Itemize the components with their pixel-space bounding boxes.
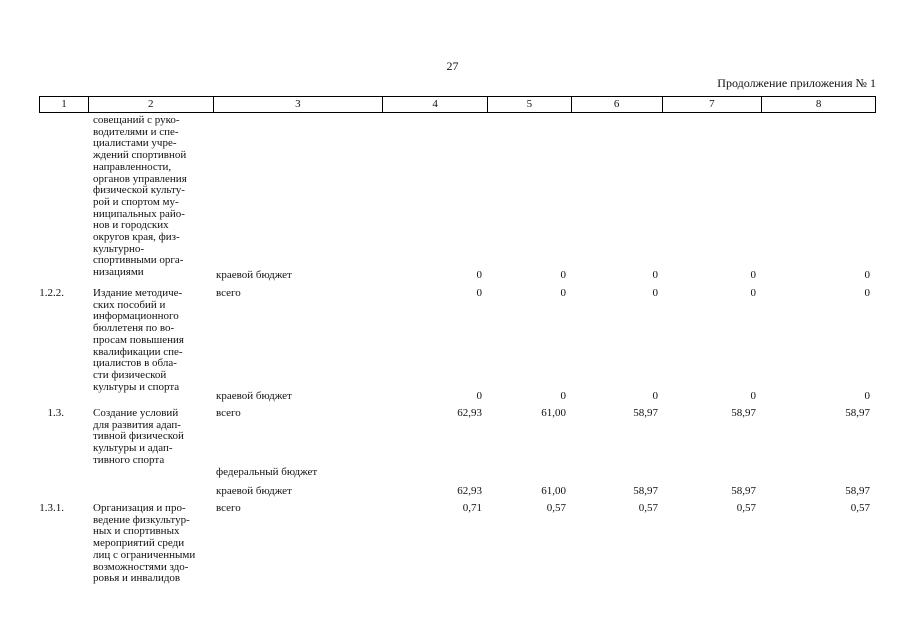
row-name-line: низациями — [93, 266, 144, 279]
row-name-line: культурно- — [93, 242, 145, 255]
row-value: 0 — [560, 269, 566, 281]
row-name-line: совещаний с руко- — [93, 114, 180, 126]
row-name-line: направленности, — [93, 160, 172, 173]
row-name-line: тивного спорта — [93, 453, 165, 466]
row-name-line: Создание условий — [93, 407, 179, 419]
row-value: 0 — [864, 390, 870, 402]
row-name-line: Издание методиче- — [93, 287, 183, 299]
row-name-line: ровья и инвалидов — [93, 572, 181, 585]
header-col-8: 8 — [815, 98, 822, 110]
row-name-line: водителями и спе- — [93, 125, 179, 138]
row-value: 0 — [864, 269, 870, 281]
row-value: 58,97 — [633, 485, 658, 497]
row-value: 0 — [560, 287, 566, 299]
row-value: 0,57 — [736, 502, 756, 514]
row-value: 0 — [476, 287, 482, 299]
row-value: 0 — [652, 390, 658, 402]
header-col-2: 2 — [89, 97, 214, 112]
row-name-line: для развития адап- — [93, 418, 181, 431]
header-col-1: 1 — [40, 97, 89, 112]
row-value: 62,93 — [457, 407, 482, 419]
row-name-line: циалистами учре- — [93, 137, 177, 150]
row-code: 1.3. — [47, 407, 64, 419]
row-value: 0 — [476, 390, 482, 402]
header-col-6: 6 — [572, 97, 663, 112]
row-value: 0 — [652, 269, 658, 281]
row-fund: краевой бюджет — [216, 485, 292, 497]
row-fund: краевой бюджет — [216, 390, 292, 402]
row-value: 0 — [652, 287, 658, 299]
table-header — [39, 96, 876, 113]
row-code: 1.3.1. — [39, 502, 64, 514]
row-value: 61,00 — [541, 485, 566, 497]
row-name-line: культуры и спорта — [93, 380, 180, 393]
header-col-5: 5 — [488, 97, 572, 112]
row-name-line: ждений спортивной — [93, 149, 187, 162]
row-value: 0,57 — [546, 502, 566, 514]
row-name-line: циалистов в обла- — [93, 357, 177, 370]
row-name-line: мероприятий среди — [93, 537, 185, 550]
row-fund: всего — [216, 287, 241, 299]
row-value: 61,00 — [541, 407, 566, 419]
row-name-line: ских пособий и — [93, 298, 166, 311]
row-name-line: органов управления — [93, 172, 187, 185]
row-fund: всего — [216, 502, 241, 514]
header-col-3: 3 — [214, 97, 384, 112]
row-name-line: бюллетеня по во- — [93, 322, 175, 335]
row-value: 58,97 — [845, 485, 870, 497]
row-value: 58,97 — [731, 485, 756, 497]
row-name-line: информационного — [93, 310, 179, 323]
row-name-line: культуры и адап- — [93, 442, 173, 455]
continuation-label: Продолжение приложения № 1 — [717, 76, 876, 90]
row-value: 62,93 — [457, 485, 482, 497]
row-name-line: тивной физической — [93, 430, 184, 443]
row-fund: краевой бюджет — [216, 269, 292, 281]
header-col-4: 4 — [383, 97, 488, 112]
row-name-line: лиц с ограниченными — [93, 548, 196, 561]
row-name-line: возможностями здо- — [93, 560, 189, 573]
row-value: 0,71 — [462, 502, 482, 514]
row-name-line: сти физической — [93, 368, 167, 381]
row-value: 0 — [750, 390, 756, 402]
row-name-line: округов края, физ- — [93, 231, 180, 243]
row-fund: федеральный бюджет — [216, 466, 318, 478]
row-value: 0 — [476, 269, 482, 281]
row-name-line: рой и спортом му- — [93, 195, 179, 208]
row-name-line: ниципальных райо- — [93, 207, 185, 220]
row-fund: всего — [216, 407, 241, 419]
row-value: 0 — [560, 390, 566, 402]
row-value: 58,97 — [633, 407, 658, 419]
row-value: 0 — [864, 287, 870, 299]
header-col-7: 7 — [663, 97, 763, 112]
row-name-line: спортивными орга- — [93, 254, 184, 267]
row-name-line: ных и спортивных — [93, 525, 180, 538]
row-value: 0,57 — [638, 502, 658, 514]
row-name-line: квалификации спе- — [93, 345, 183, 358]
row-code: 1.2.2. — [39, 287, 64, 299]
row-value: 58,97 — [845, 407, 870, 419]
page-number: 27 — [446, 59, 459, 73]
row-name-line: Организация и про- — [93, 502, 186, 514]
row-value: 58,97 — [731, 407, 756, 419]
row-name-line: просам повышения — [93, 333, 184, 346]
row-name-line: физической культу- — [93, 184, 185, 197]
row-name-line: нов и городских — [93, 219, 169, 232]
row-name-line: ведение физкультур- — [93, 513, 190, 526]
row-value: 0 — [750, 287, 756, 299]
row-value: 0 — [750, 269, 756, 281]
row-value: 0,57 — [850, 502, 870, 514]
